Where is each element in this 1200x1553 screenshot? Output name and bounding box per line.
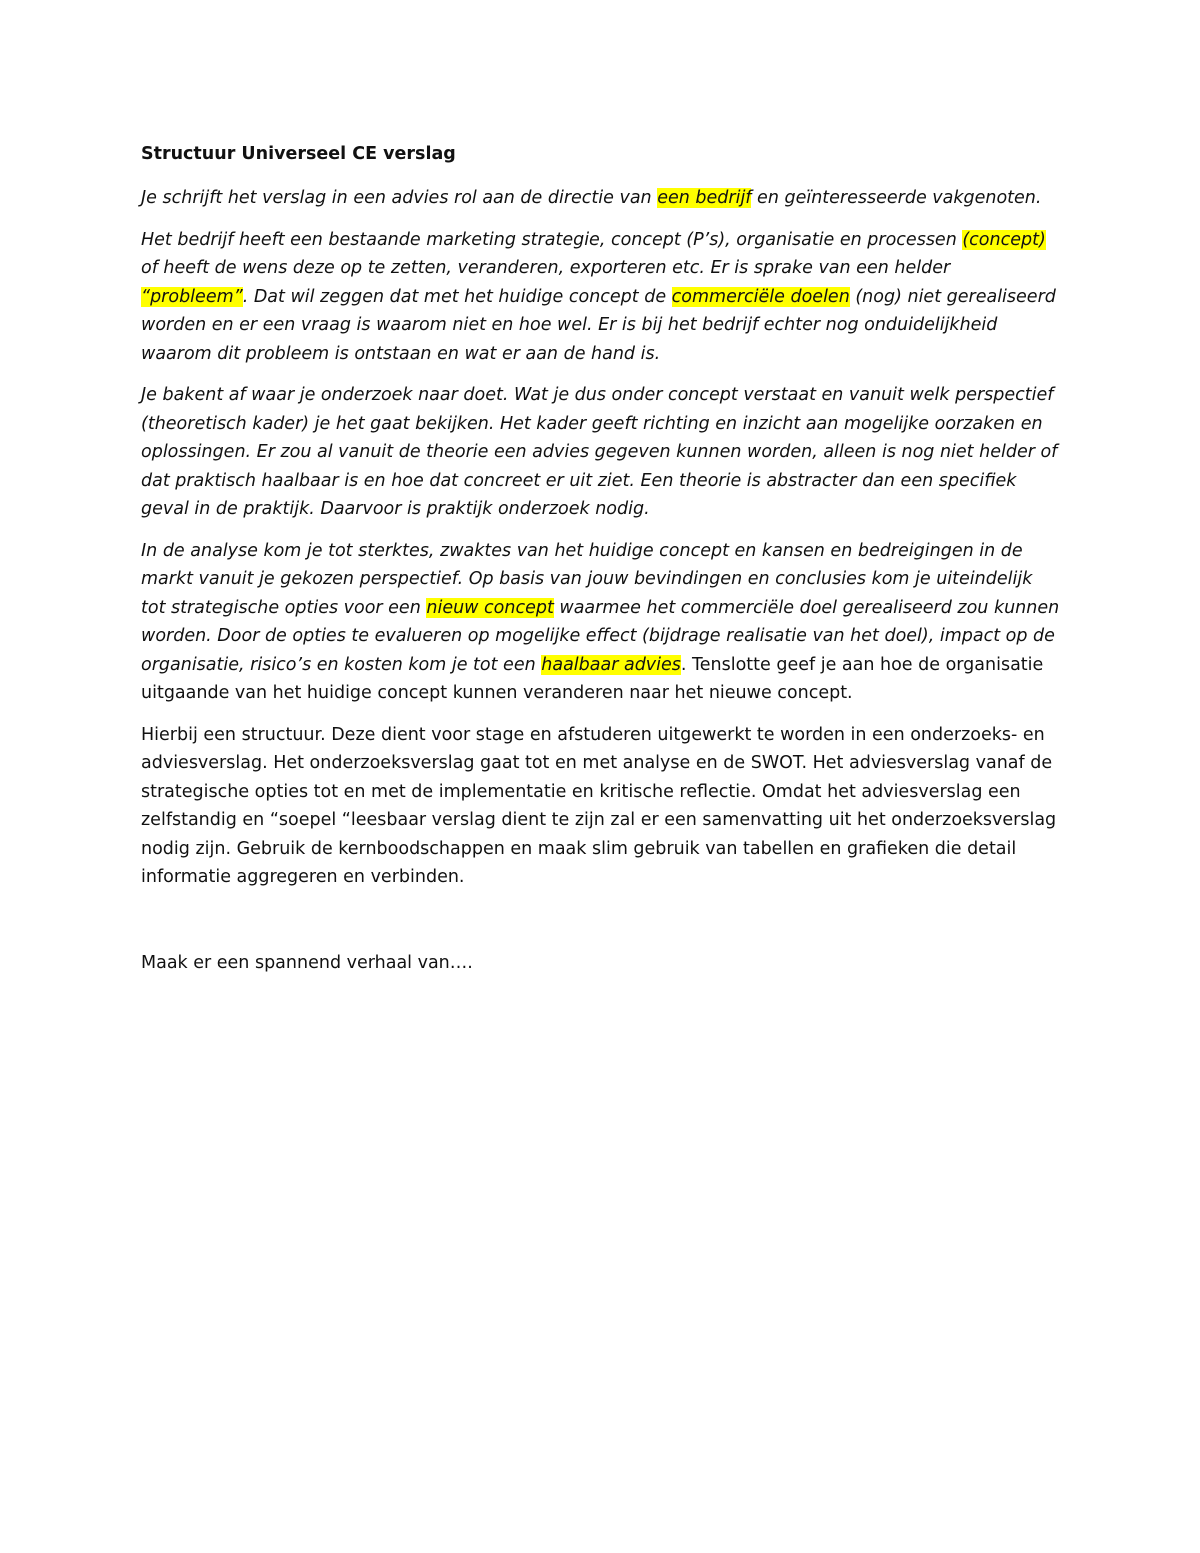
paragraph-analyse-text-3: . Tenslotte geef je aan hoe de organisatie uitgaande van het huidige concept kunnen veranderen naar het nieuwe concept. (141, 654, 1044, 703)
paragraph-closing: Maak er een spannend verhaal van…. (141, 952, 473, 973)
highlight-commerciele-doelen: commerciële doelen (671, 286, 850, 307)
highlight-nieuw-concept: nieuw concept (426, 597, 554, 618)
paragraph-probleem (141, 226, 1061, 369)
highlight-haalbaar-advies: haalbaar advies (541, 654, 681, 675)
highlight-probleem: “probleem” (141, 286, 243, 307)
paragraph-structuur: Hierbij een structuur. Deze dient voor stage en afstuderen uitgewerkt te worden in een onderzoeks- en adviesverslag. Het onderzoeksverslag gaat tot en met analyse en de SWOT. Het adviesverslag vanaf de strategische opties tot en met de implementatie en kritische reflectie. Omdat het adviesverslag een zelfstandig en “soepel “leesbaar verslag dient te zijn zal er een samenvatting uit het onderzoeksverslag nodig zijn. Gebruik de kernboodschappen en maak slim gebruik van tabellen en grafieken die detail informatie aggregeren en verbinden. (141, 724, 1057, 887)
highlight-concept: (concept) (962, 229, 1046, 250)
highlight-een-bedrijf: een bedrijf (657, 188, 752, 208)
paragraph-intro-text-1: Je schrijft het verslag in een advies rol aan de directie van (141, 188, 658, 208)
paragraph-analyse-text-1: In de analyse kom je tot sterktes, zwaktes van het huidige concept en kansen en bedreigingen in de markt vanuit je gekozen perspectief. Op basis van jouw bevindingen en conclusies kom je uiteindelijk tot strategische opties voor een (141, 540, 1033, 618)
paragraph-probleem-text-2: of heeft de wens deze op te zetten, veranderen, exporteren etc. Er is sprake van een helder (141, 258, 951, 278)
document-title: Structuur Universeel CE verslag (141, 144, 456, 164)
paragraph-afbakening: Je bakent af waar je onderzoek naar doet. Wat je dus onder concept verstaat en vanuit welk perspectief (theoretisch kader) je het gaat bekijken. Het kader geeft richting en inzicht aan mogelijke oorzaken en oplossingen. Er zou al vanuit de theorie een advies gegeven kunnen worden, alleen is nog niet helder of dat praktisch haalbaar is en hoe dat concreet er uit ziet. Een theorie is abstracter dan een specifiek geval in de praktijk. Daarvoor is praktijk onderzoek nodig. (141, 385, 1058, 519)
paragraph-intro (141, 184, 1061, 213)
spacer (141, 905, 1061, 949)
paragraph-probleem-text-1: Het bedrijf heeft een bestaande marketing strategie, concept (P’s), organisatie en processen (141, 229, 963, 250)
paragraph-analyse-text-2: waarmee het commerciële doel gerealiseerd zou kunnen worden. Door de opties te evalueren op mogelijke effect (bijdrage realisatie van het doel), impact op de organisatie, risico’s en kosten kom je tot een (141, 597, 1060, 675)
paragraph-probleem-text-3: . Dat wil zeggen dat met het huidige concept de (242, 286, 672, 307)
document-page (141, 140, 1061, 990)
paragraph-analyse (141, 537, 1061, 708)
paragraph-intro-text-2: en geïnteresseerde vakgenoten. (751, 188, 1042, 208)
paragraph-probleem-text-4: (nog) niet gerealiseerd worden en er een vraag is waarom niet en hoe wel. Er is bij het bedrijf echter nog onduidelijkheid waarom dit probleem is ontstaan en wat er aan de hand is. (141, 286, 1056, 364)
